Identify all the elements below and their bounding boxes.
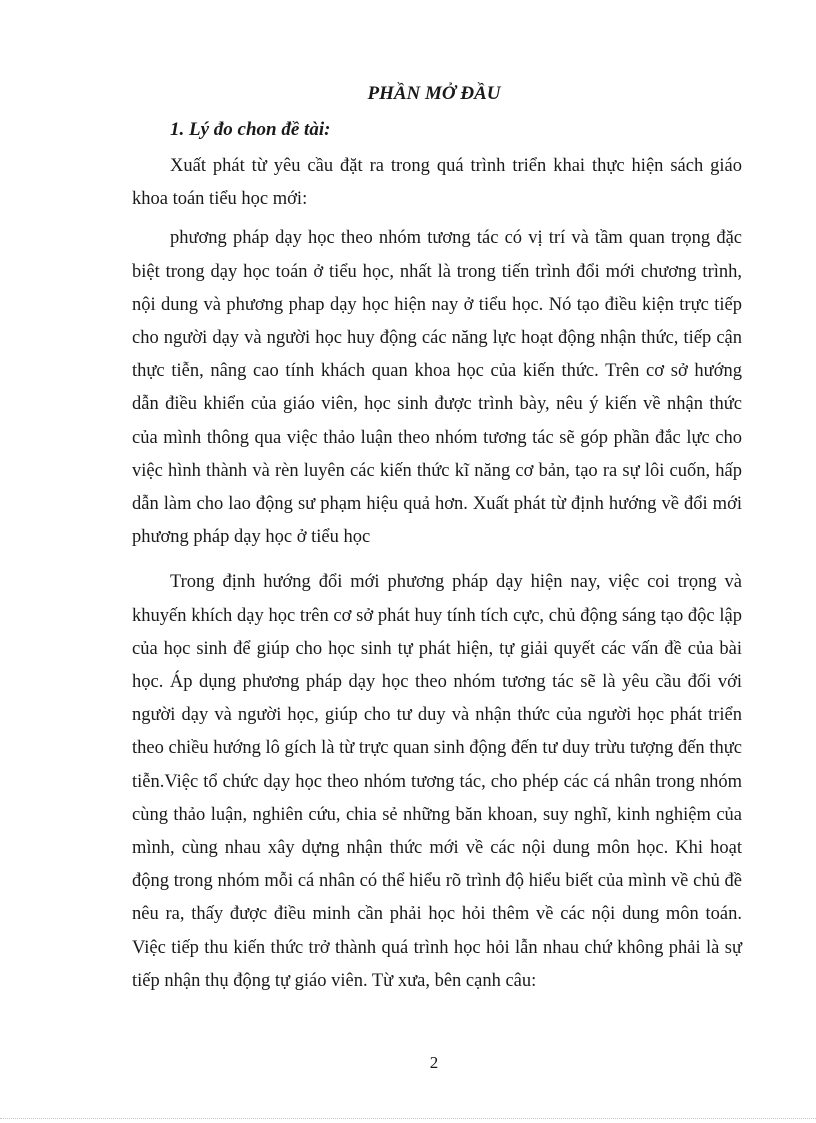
body-text xyxy=(132,150,742,1004)
page-heading: PHẦN MỞ ĐẦU xyxy=(367,83,501,104)
page-bottom-divider xyxy=(0,1118,816,1119)
paragraph: phương pháp dạy học theo nhóm tương tác có vị trí và tầm quan trọng đặc biệt trong dạy học toán ở tiểu học, nhất là trong tiến trình đổi mới chương trình, nội dung và phương phap dạy học hiện nay ở tiểu học. Nó tạo điều kiện trực tiếp cho người dạy và người học huy động các năng lực hoạt động nhận thức, tiếp cận thực tiễn, nâng cao tính khách quan khoa học của kiến thức. Trên cơ sở hướng dẫn điều khiển của giáo viên, học sinh được trình bày, nêu ý kiến về nhận thức của mình thông qua việc thảo luận theo nhóm tương tác sẽ góp phần đắc lực cho việc hình thành và rèn luyên các kiến thức kĩ năng cơ bản, tạo ra sự lôi cuốn, hấp dẫn làm cho lao động sư phạm hiệu quả hơn. Xuất phát từ định hướng về đổi mới phương pháp dạy học ở tiểu học xyxy=(132,228,742,548)
paragraph: Xuất phát từ yêu cầu đặt ra trong quá trình triển khai thực hiện sách giáo khoa toán tiểu học mới: xyxy=(132,156,742,210)
section-title: 1. Lý đo chon đề tài: xyxy=(170,119,331,140)
paragraph: Trong định hướng đổi mới phương pháp dạy hiện nay, việc coi trọng và khuyến khích dạy học trên cơ sở phát huy tính tích cực, chủ động sáng tạo độc lập của học sinh để giúp cho học sinh tự phát hiện, tự giải quyết các vấn đề của bài học. Áp dụng phương pháp dạy học theo nhóm tương tác sẽ là yêu cầu đối với người dạy và người học, giúp cho tư duy và nhận thức của người học phát triển theo chiều hướng lô gích là từ trực quan sinh động đến tư duy trừu tượng đến thực tiễn.Việc tổ chức dạy học theo nhóm tương tác, cho phép các cá nhân trong nhóm cùng thảo luận, nghiên cứu, chia sẻ những băn khoan, suy nghĩ, kinh nghiệm của mình, cùng nhau xây dựng nhận thức mới về các nội dung môn học. Khi hoạt động trong nhóm mỗi cá nhân có thể hiểu rõ trình độ hiểu biết của mình về chủ đề nêu ra, thấy được điều minh cần phải học hỏi thêm về các nội dung môn toán. Việc tiếp thu kiến thức trở thành quá trình học hỏi lẫn nhau chứ không phải là sự tiếp nhận thụ động tự giáo viên. Từ xưa, bên cạnh câu: xyxy=(132,572,742,991)
page-number: 2 xyxy=(429,1053,439,1072)
